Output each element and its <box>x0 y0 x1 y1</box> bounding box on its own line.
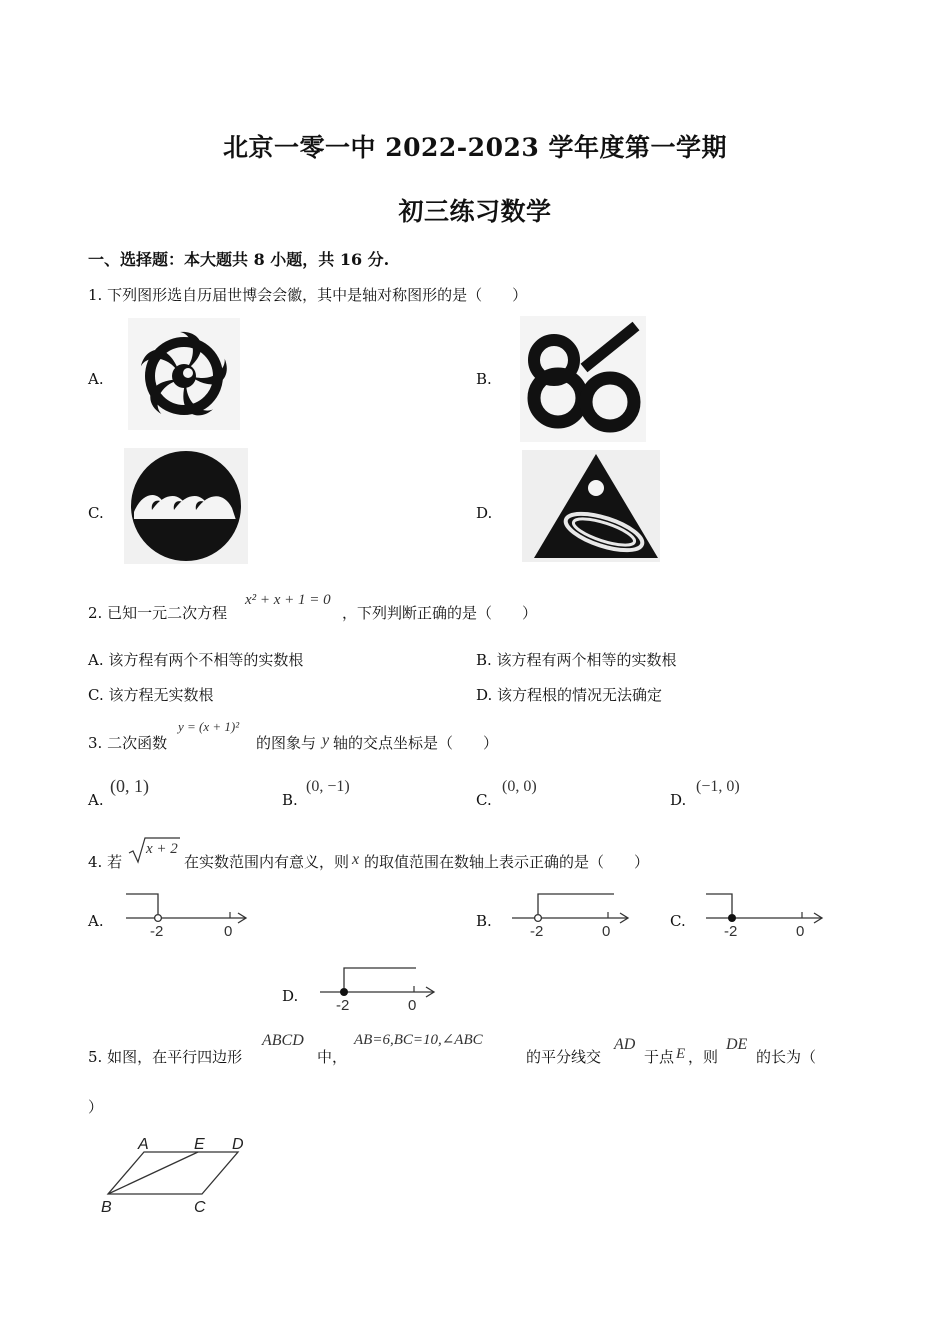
q2-option-a: A. 该方程有两个不相等的实数根 <box>88 651 304 669</box>
q5-condition: AB=6,BC=10,∠ABC <box>354 1032 483 1048</box>
q4-option-d-number-line <box>316 962 440 1014</box>
q4-c-tick-neg2: -2 <box>724 923 738 940</box>
q1-option-c-label: C. <box>88 504 104 522</box>
q3-option-c-label: C. <box>476 791 492 809</box>
q2-option-d: D. 该方程根的情况无法确定 <box>476 686 663 704</box>
q3-option-a-label: A. <box>88 791 104 809</box>
q3-option-a-value: (0, 1) <box>110 776 149 796</box>
q5-segment-de: DE <box>726 1036 748 1053</box>
q2-option-c: C. 该方程无实数根 <box>88 686 214 704</box>
question-5-stem-mid2: 的平分线交 <box>526 1048 602 1066</box>
q5-label-b: B <box>101 1199 112 1216</box>
q3-var-y: y <box>322 732 330 749</box>
q4-c-tick-zero: 0 <box>796 923 805 940</box>
page-title: 北京一零一中 2022-2023 学年度第一学期 <box>223 133 727 162</box>
q3-option-b-label: B. <box>282 791 298 809</box>
q5-segment-ad: AD <box>614 1036 636 1053</box>
q1-rings-logo-image <box>520 316 646 442</box>
q4-a-tick-zero: 0 <box>224 923 233 940</box>
q4-d-tick-neg2: -2 <box>336 997 350 1014</box>
question-3-stem-mid: 的图象与 <box>256 734 317 752</box>
q3-option-c-value: (0, 0) <box>502 778 537 795</box>
q3-option-d-label: D. <box>670 791 687 809</box>
question-4-stem-prefix: 4. 若 <box>88 853 123 871</box>
q5-parallelogram-figure <box>96 1132 256 1220</box>
q3-option-d-value: (−1, 0) <box>696 778 740 795</box>
question-5-stem-mid3: 于点 <box>644 1048 675 1066</box>
question-4-stem-suffix: 的取值范围在数轴上表示正确的是（ ） <box>364 853 650 871</box>
q4-d-tick-zero: 0 <box>408 997 417 1014</box>
q4-option-d-label: D. <box>282 987 299 1005</box>
q2-equation: x² + x + 1 = 0 <box>245 592 331 608</box>
q1-option-a-label: A. <box>88 370 104 388</box>
q4-option-c-label: C. <box>670 912 686 930</box>
q4-option-a-number-line <box>118 888 250 940</box>
q2-option-b: B. 该方程有两个相等的实数根 <box>476 651 677 669</box>
question-2-stem-prefix: 2. 已知一元二次方程 <box>88 604 228 622</box>
q1-option-d-label: D. <box>476 504 493 522</box>
question-3-stem-prefix: 3. 二次函数 <box>88 734 168 752</box>
q5-shape-abcd: ABCD <box>262 1032 304 1049</box>
q5-label-c: C <box>194 1199 206 1216</box>
q4-var-x: x <box>352 851 360 868</box>
q5-label-a: A <box>138 1136 149 1153</box>
q4-a-tick-neg2: -2 <box>150 923 164 940</box>
question-3-stem-suffix: 轴的交点坐标是（ ） <box>333 734 499 752</box>
q3-option-b-value: (0, −1) <box>306 778 350 795</box>
q5-point-e: E <box>676 1046 686 1062</box>
q4-option-c-number-line <box>700 888 826 940</box>
q4-option-b-label: B. <box>476 912 492 930</box>
q4-option-a-label: A. <box>88 912 104 930</box>
section-heading: 一、选择题：本大题共 8 小题，共 16 分. <box>88 250 390 269</box>
q5-label-e: E <box>194 1136 205 1153</box>
q4-b-tick-zero: 0 <box>602 923 611 940</box>
question-5-stem-end: ） <box>88 1098 104 1116</box>
q1-option-b-label: B. <box>476 370 492 388</box>
question-1-stem: 1. 下列图形选自历届世博会会徽，其中是轴对称图形的是（ ） <box>88 286 528 304</box>
q1-flower-logo-image <box>128 318 240 430</box>
q1-waves-logo-image <box>124 448 248 564</box>
question-5-stem-mid1: 中， <box>317 1048 348 1066</box>
question-5-stem-suffix: 的长为（ <box>756 1048 817 1066</box>
q4-option-b-number-line <box>508 888 632 940</box>
question-5-stem-mid4: ，则 <box>688 1048 719 1066</box>
page-subtitle: 初三练习数学 <box>398 197 552 226</box>
q5-label-d: D <box>232 1136 244 1153</box>
question-2-stem-suffix: ，下列判断正确的是（ ） <box>342 604 538 622</box>
q3-function: y = (x + 1)² <box>178 719 240 734</box>
q1-triangle-logo-image <box>522 450 660 562</box>
question-5-stem-prefix: 5. 如图，在平行四边形 <box>88 1048 243 1066</box>
q4-radicand: x + 2 <box>146 841 178 857</box>
q4-b-tick-neg2: -2 <box>530 923 544 940</box>
question-4-stem-mid: 在实数范围内有意义，则 <box>184 853 350 871</box>
